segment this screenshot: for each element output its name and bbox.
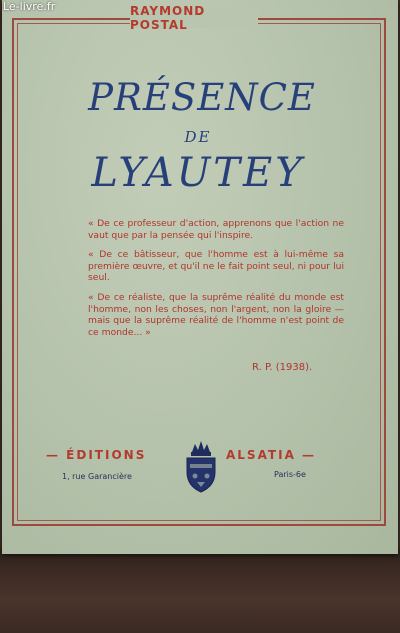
title-line-3: LYAUTEY <box>91 150 305 196</box>
quote-2: « De ce bâtisseur, que l'homme est à lui-même sa première œuvre, et qu'il ne le fait point seul, ni pour lui seul. <box>88 249 344 284</box>
quote-signature: R. P. (1938). <box>252 362 313 373</box>
quote-1: « De ce professeur d'action, apprenons que l'action ne vaut que par la pensée qui l'inspire. <box>88 218 344 241</box>
quote-3: « De ce réaliste, que la suprême réalité du monde est l'homme, non les choses, non l'argent, non la gloire — mais que la suprême réalité de l'homme n'est point de ce monde... » <box>88 291 344 338</box>
table-surface <box>0 548 400 633</box>
publisher-emblem-icon <box>182 438 220 494</box>
title-line-1: PRÉSENCE <box>88 76 316 119</box>
quotes-block <box>88 218 344 346</box>
publisher-name-left: — ÉDITIONS <box>46 448 147 462</box>
author-box <box>130 4 258 32</box>
book-cover <box>2 0 398 554</box>
author-name: RAYMOND POSTAL <box>130 4 206 32</box>
publisher-name-right: ALSATIA — <box>226 448 317 462</box>
watermark-text: Le-livre.fr <box>3 0 56 13</box>
publisher-address: 1, rue Garancière <box>62 472 132 481</box>
title-line-2: DE <box>184 128 212 146</box>
publisher-city: Paris-6e <box>274 470 306 479</box>
